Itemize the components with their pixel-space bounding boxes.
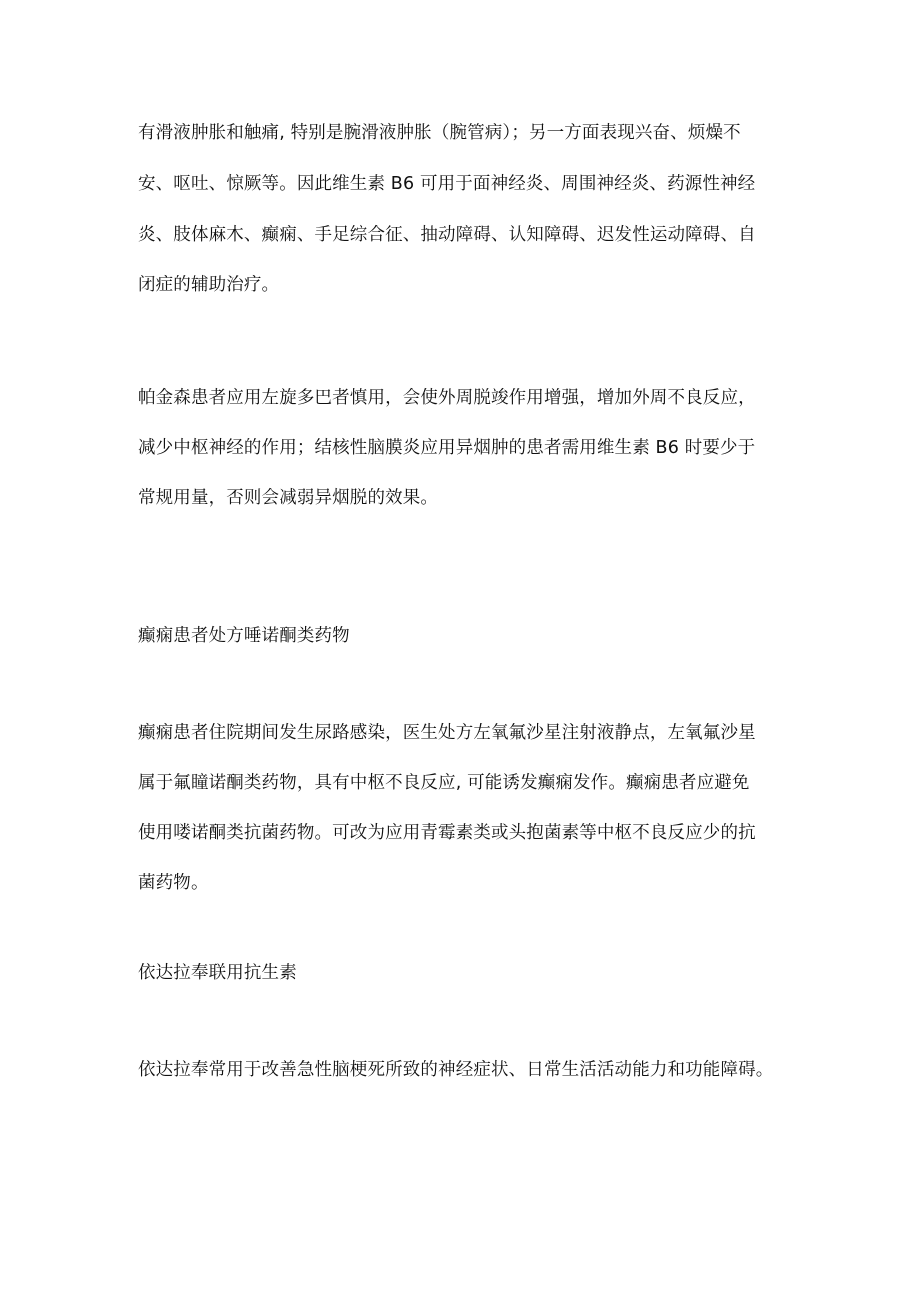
text-line: 闭症的辅助治疗。 [138,275,280,295]
text-line: 减少中枢神经的作用；结核性脑膜炎应用异烟肿的患者需用维生素 B6 时要少于 [138,438,756,458]
text-line: 常规用量，否则会减弱异烟脱的效果。 [138,488,439,508]
text-line: 依达拉奉常用于改善急性脑梗死所致的神经症状、日常生活活动能力和功能障碍。 [138,1060,774,1080]
text-line: 有滑液肿胀和触痛, 特别是腕滑液肿胀（腕管病）；另一方面表现兴奋、烦燥不 [138,123,741,143]
section-heading-edaravone: 依达拉奉联用抗生素 [138,963,297,983]
text-line: 炎、肢体麻木、癫痫、手足综合征、抽动障碍、认知障碍、迟发性运动障碍、自 [138,225,756,245]
text-line: 癫痫患者住院期间发生尿路感染，医生处方左氧氟沙星注射液静点，左氧氟沙星 [138,723,756,743]
section-heading-epilepsy: 癫痫患者处方唾诺酮类药物 [138,626,350,646]
text-line: 菌药物。 [138,873,209,893]
text-line: 属于氟瞳诺酮类药物，具有中枢不良反应, 可能诱发癫痫发作。癫痫患者应避免 [138,773,750,793]
text-line: 帕金森患者应用左旋多巴者慎用，会使外周脱竣作用增强，增加外周不良反应， [138,388,756,408]
text-line: 安、呕吐、惊厥等。因此维生素 B6 可用于面神经炎、周围神经炎、药源性神经 [138,174,756,194]
text-line: 使用喽诺酮类抗菌药物。可改为应用青霉素类或头抱菌素等中枢不良反应少的抗 [138,823,756,843]
